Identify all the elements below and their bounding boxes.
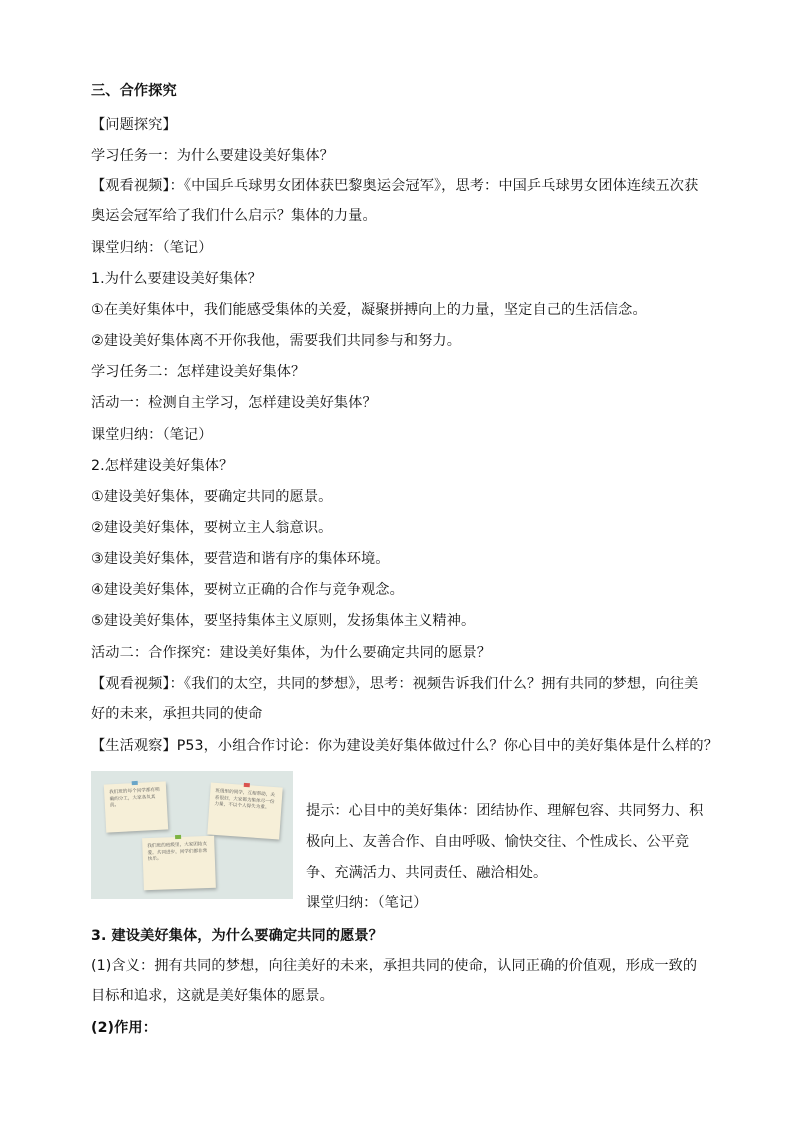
- notes-illustration: [91, 771, 293, 899]
- answer-2-2: ②建设美好集体，要树立主人翁意识。: [91, 520, 333, 536]
- answer-2-1: ①建设美好集体，要确定共同的愿景。: [91, 489, 333, 505]
- answer-1-1: ①在美好集体中，我们能感受集体的关爱，凝聚拼搏向上的力量，坚定自己的生活信念。: [91, 302, 647, 318]
- answer-2-5: ⑤建设美好集体，要坚持集体主义原则，发扬集体主义精神。: [91, 613, 476, 629]
- activity-one: 活动一：检测自主学习，怎样建设美好集体？: [91, 395, 377, 411]
- video-two: 【观看视频】：《我们的太空，共同的梦想》，思考：视频告诉我们什么？拥有共同的梦想，向往美好的未来，承担共同的使命: [91, 676, 699, 722]
- heading-cooperation: 三、合作探究: [91, 83, 177, 99]
- question-1: 1.为什么要建设美好集体？: [91, 271, 262, 287]
- sticky-note: [142, 836, 216, 890]
- definition: (1)含义：拥有共同的梦想，向往美好的未来，承担共同的使命，认同正确的价值观，形成一致的目标和追求，这就是美好集体的愿景。: [91, 958, 698, 1004]
- task-two: 学习任务二：怎样建设美好集体？: [91, 364, 306, 380]
- class-summary-1: 课堂归纳：（笔记）: [91, 240, 213, 256]
- sticky-note-text: 我们班的每个同学都有明确的分工，大家各负其责。: [109, 787, 160, 809]
- sticky-note-text: 班级里的同学，互相帮助，关系很好。大家都为集体尽一份力量，不以个人得失为重。: [214, 788, 276, 811]
- class-summary-2: 课堂归纳：（笔记）: [91, 427, 213, 443]
- answer-2-3: ③建设美好集体，要营造和谐有序的集体环境。: [91, 551, 390, 567]
- question-2: 2.怎样建设美好集体？: [91, 458, 234, 474]
- hint-text: 提示：心目中的美好集体：团结协作、理解包容、共同努力、积极向上、友善合作、自由呼吸、愉快交往、个性成长、公平竞争、充满活力、共同责任、融洽相处。: [306, 803, 704, 881]
- life-observation: 【生活观察】P53，小组合作讨论：你为建设美好集体做过什么？你心目中的美好集体是什么样的？: [91, 738, 718, 754]
- answer-2-4: ④建设美好集体，要树立正确的合作与竞争观念。: [91, 582, 404, 598]
- activity-two: 活动二：合作探究：建设美好集体，为什么要确定共同的愿景？: [91, 645, 492, 661]
- section-problem-inquiry: 【问题探究】: [91, 117, 177, 133]
- question-3: 3. 建设美好集体，为什么要确定共同的愿景？: [91, 928, 383, 944]
- class-summary-3: 课堂归纳：（笔记）: [306, 895, 428, 911]
- task-one: 学习任务一：为什么要建设美好集体？: [91, 148, 334, 164]
- video-one: 【观看视频】：《中国乒乓球男女团体获巴黎奥运会冠军》，思考：中国乒乓球男女团体连续五次获奥运会冠军给了我们什么启示？集体的力量。: [91, 178, 699, 224]
- sticky-note: [207, 783, 282, 840]
- function-label: (2)作用：: [91, 1020, 158, 1036]
- sticky-note: [104, 781, 168, 832]
- answer-1-2: ②建设美好集体离不开你我他，需要我们共同参与和努力。: [91, 333, 462, 349]
- sticky-note-text: 我们班的班级里，大家团结友爱，共同进步，同学们都非常快乐。: [147, 842, 208, 863]
